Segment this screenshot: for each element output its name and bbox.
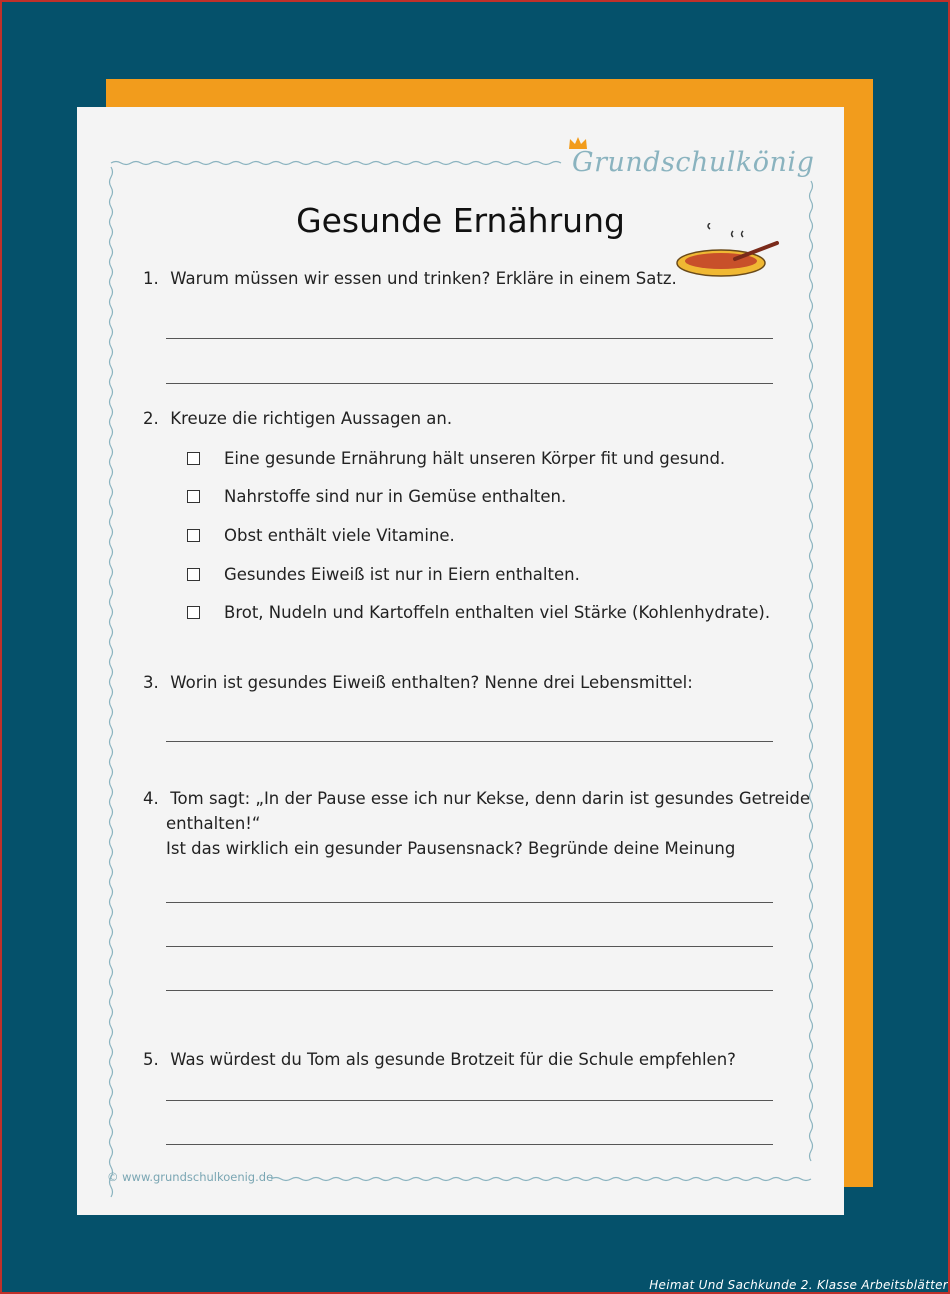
- answer-line[interactable]: [166, 1144, 773, 1145]
- question-text: Worin ist gesundes Eiweiß enthalten? Nenne drei Lebensmittel:: [170, 673, 693, 692]
- option-label: Brot, Nudeln und Kartoffeln enthalten viel Stärke (Kohlenhydrate).: [224, 603, 771, 622]
- checkbox-option[interactable]: [187, 565, 580, 584]
- question-number: 2.: [143, 409, 159, 428]
- question-text-line-3: Ist das wirklich ein gesunder Pausensnack? Begründe deine Meinung: [166, 839, 736, 858]
- page-title: Gesunde Ernährung: [296, 201, 625, 240]
- answer-line[interactable]: [166, 338, 773, 339]
- answer-line[interactable]: [166, 902, 773, 903]
- answer-line[interactable]: [166, 946, 773, 947]
- checkbox-option[interactable]: [187, 526, 455, 545]
- question-2: [143, 409, 452, 428]
- question-text-line-1: Tom sagt: „In der Pause esse ich nur Kekse, denn darin ist gesundes Getreide: [170, 789, 811, 808]
- option-label: Gesundes Eiweiß ist nur in Eiern enthalten.: [224, 565, 580, 584]
- answer-line[interactable]: [166, 990, 773, 991]
- checkbox[interactable]: [187, 452, 200, 465]
- checkbox-option[interactable]: [187, 487, 566, 506]
- question-number: 4.: [143, 789, 159, 808]
- question-text-line-2: enthalten!“: [166, 814, 261, 833]
- copyright-footer: © www.grundschulkoenig.de: [107, 1170, 274, 1184]
- checkbox-option[interactable]: [187, 449, 725, 468]
- option-label: Eine gesunde Ernährung hält unseren Körper fit und gesund.: [224, 449, 726, 468]
- answer-line[interactable]: [166, 383, 773, 384]
- checkbox[interactable]: [187, 490, 200, 503]
- question-number: 1.: [143, 269, 159, 288]
- question-text: Warum müssen wir essen und trinken? Erkläre in einem Satz.: [170, 269, 677, 288]
- image-caption: Heimat Und Sachkunde 2. Klasse Arbeitsblätter: [649, 1278, 948, 1292]
- checkbox[interactable]: [187, 529, 200, 542]
- question-5: [143, 1050, 736, 1069]
- brand-logo: Grundschulkönig: [572, 147, 815, 178]
- option-label: Obst enthält viele Vitamine.: [224, 526, 455, 545]
- question-3: [143, 673, 693, 692]
- answer-line[interactable]: [166, 1100, 773, 1101]
- worksheet-page: [77, 107, 844, 1215]
- question-text: Kreuze die richtigen Aussagen an.: [170, 409, 453, 428]
- question-text: Was würdest du Tom als gesunde Brotzeit für die Schule empfehlen?: [170, 1050, 736, 1069]
- question-number: 5.: [143, 1050, 159, 1069]
- checkbox[interactable]: [187, 606, 200, 619]
- question-4: [143, 786, 810, 861]
- question-number: 3.: [143, 673, 159, 692]
- soup-bowl-illustration: [675, 223, 783, 287]
- option-label: Nahrstoffe sind nur in Gemüse enthalten.: [224, 487, 567, 506]
- answer-line[interactable]: [166, 741, 773, 742]
- question-1: [143, 269, 677, 288]
- checkbox[interactable]: [187, 568, 200, 581]
- checkbox-option[interactable]: [187, 603, 770, 622]
